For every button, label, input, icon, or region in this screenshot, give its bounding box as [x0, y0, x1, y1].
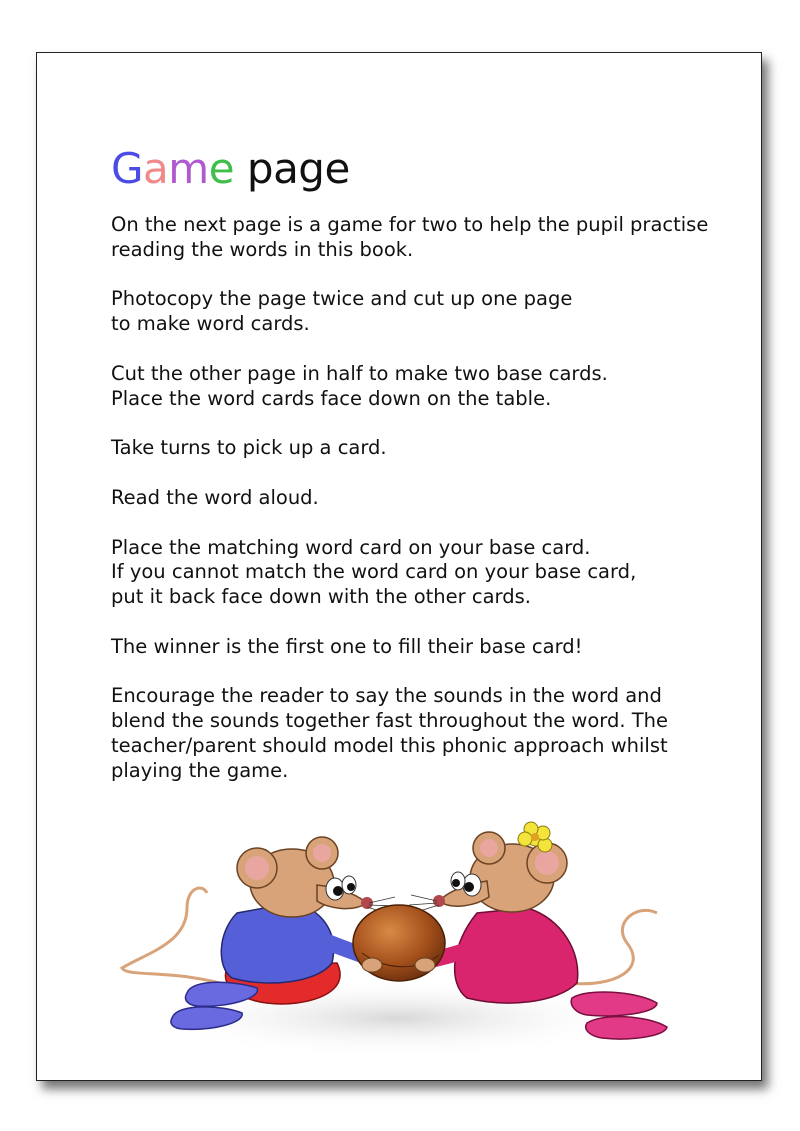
text-line: Photocopy the page twice and cut up one page: [111, 287, 573, 311]
text-line: to make word cards.: [111, 312, 310, 336]
paragraph-cut: [111, 362, 711, 411]
paragraph-match: [111, 536, 711, 610]
hazelnut: [353, 905, 445, 981]
title-rest: page: [234, 144, 350, 193]
text-line: The winner is the first one to fill their base card!: [111, 634, 583, 658]
text-line: Cut the other page in half to make two base cards.: [111, 361, 608, 385]
right-mouse-shoe: [571, 992, 657, 1016]
title-letter-m: m: [168, 144, 209, 193]
text-line: playing the game.: [111, 758, 289, 782]
text-line: Place the word cards face down on the table.: [111, 386, 552, 410]
text-line: Read the word aloud.: [111, 485, 319, 509]
text-line: On the next page is a game for two to help the pupil practise: [111, 213, 709, 236]
text-line: If you cannot match the word card on your base card,: [111, 560, 637, 584]
title-letter-g: G: [111, 144, 144, 193]
title-letter-a: a: [143, 144, 169, 193]
game-page-sheet: [36, 52, 762, 1081]
paragraph-encourage: [111, 684, 711, 783]
right-mouse-tail: [567, 910, 657, 983]
text-line: Take turns to pick up a card.: [111, 436, 387, 460]
title-letter-e: e: [208, 144, 235, 193]
text-line: reading the words in this book.: [111, 237, 414, 261]
mice-with-hazelnut-illustration: [117, 793, 677, 1063]
text-line: Encourage the reader to say the sounds in the word and: [111, 684, 662, 708]
left-mouse-tail: [122, 888, 237, 988]
paragraph-read: [111, 486, 711, 511]
text-line: Place the matching word card on your base card.: [111, 535, 591, 559]
text-line: teacher/parent should model this phonic approach whilst: [111, 733, 668, 757]
paragraph-winner: [111, 635, 711, 660]
paragraph-photocopy: [111, 287, 711, 336]
paragraph-intro: [111, 213, 711, 262]
text-line: blend the sounds together fast throughout the word. The: [111, 709, 669, 733]
page-title: [111, 143, 350, 195]
paragraph-turns: [111, 436, 711, 461]
instructions: [111, 213, 711, 808]
text-line: put it back face down with the other cards.: [111, 585, 531, 609]
